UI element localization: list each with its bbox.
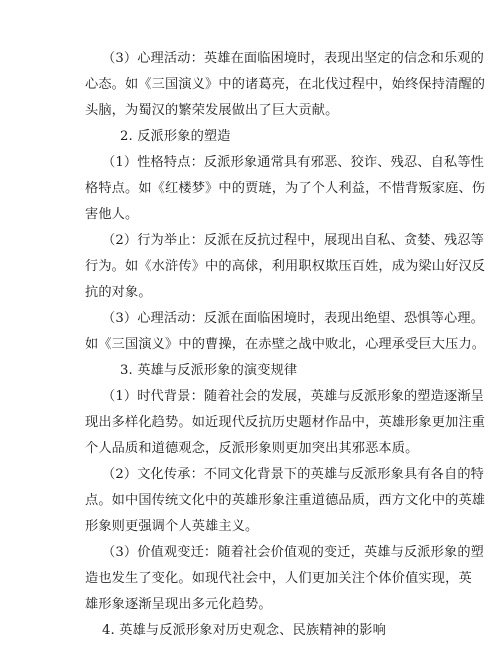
paragraph-line: 头脑，为蜀汉的繁荣发展做出了巨大贡献。: [85, 103, 339, 118]
paragraph-line: 点。如中国传统文化中的英雄形象注重道德品质，西方文化中的英雄: [85, 493, 486, 508]
paragraph-line: （3）心理活动：反派在面临困境时，表现出绝望、恐惧等心理。: [102, 311, 484, 326]
paragraph-line: 如《三国演义》中的曹操，在赤壁之战中败北，心理承受巨大压力。: [85, 337, 486, 352]
section-heading: 3. 英雄与反派形象的演变规律: [120, 363, 298, 378]
paragraph-line: 雄形象逐渐呈现出多元化趋势。: [85, 597, 272, 612]
section-heading: 2. 反派形象的塑造: [120, 129, 231, 144]
paragraph-line: 形象则更强调个人英雄主义。: [85, 519, 259, 534]
paragraph-line: （3）心理活动：英雄在面临困境时，表现出坚定的信念和乐观的: [102, 51, 484, 66]
paragraph-line: 心态。如《三国演义》中的诸葛亮，在北伐过程中，始终保持清醒的: [85, 77, 486, 92]
paragraph-line: 抗的对象。: [85, 285, 152, 300]
paragraph-line: （3）价值观变迁：随着社会价值观的变迁，英雄与反派形象的塑: [102, 545, 484, 560]
paragraph-line: 害他人。: [85, 207, 139, 222]
paragraph-line: （2）行为举止：反派在反抗过程中，展现出自私、贪婪、残忍等: [102, 233, 484, 248]
paragraph-line: 造也发生了变化。如现代社会中，人们更加关注个体价值实现，英: [85, 571, 472, 586]
paragraph-line: 行为。如《水浒传》中的高俅，利用职权欺压百姓，成为梁山好汉反: [85, 259, 486, 274]
paragraph-line: 现出多样化趋势。如近现代反抗历史题材作品中，英雄形象更加注重: [85, 415, 486, 430]
paragraph-line: （2）文化传承：不同文化背景下的英雄与反派形象具有各自的特: [102, 467, 484, 482]
paragraph-line: 格特点。如《红楼梦》中的贾琏，为了个人利益，不惜背叛家庭、伤: [85, 181, 486, 196]
paragraph-line: （1）时代背景：随着社会的发展，英雄与反派形象的塑造逐渐呈: [102, 389, 484, 404]
paragraph-line: （1）性格特点：反派形象通常具有邪恶、狡诈、残忍、自私等性: [102, 155, 484, 170]
paragraph-line: 个人品质和道德观念，反派形象则更加突出其邪恶本质。: [85, 441, 419, 456]
section-heading: 4. 英雄与反派形象对历史观念、民族精神的影响: [102, 623, 386, 638]
